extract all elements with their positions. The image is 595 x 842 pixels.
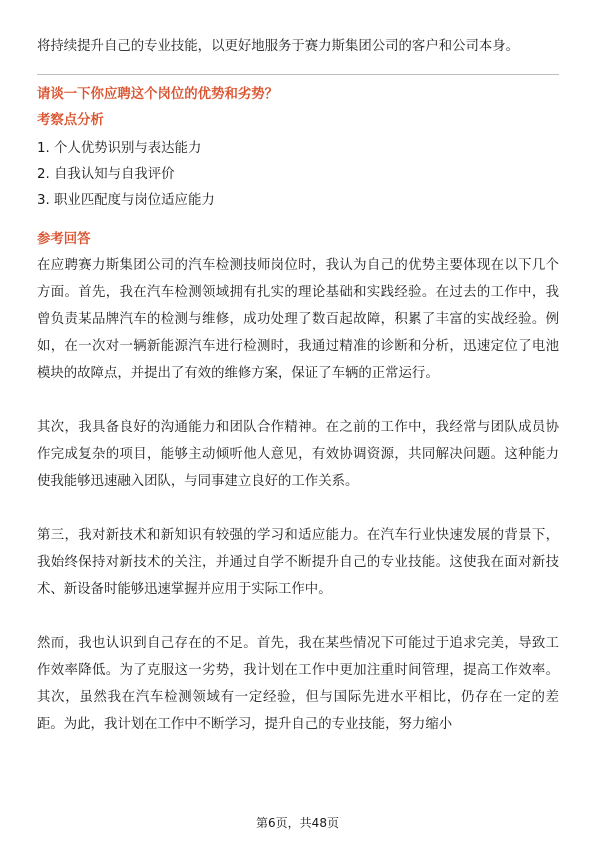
list-item: 3. 职业匹配度与岗位适应能力	[37, 193, 215, 208]
answer-paragraph: 在应聘赛力斯集团公司的汽车检测技师岗位时，我认为自己的优势主要体现在以下几个方面。首先，我在汽车检测领域拥有扎实的理论基础和实践经验。在过去的工作中，我曾负责某品牌汽车的检测与维修，成功处理了数百起故障，积累了丰富的实战经验。例如，在一次对一辆新能源汽车进行检测时，我通过精准的诊断和分析，迅速定位了电池模块的故障点，并提出了有效的维修方案，保证了车辆的正常运行。	[37, 258, 559, 381]
carryover-text: 将持续提升自己的专业技能，以更好地服务于赛力斯集团公司的客户和公司本身。	[37, 39, 520, 54]
answer-paragraph: 其次，我具备良好的沟通能力和团队合作精神。在之前的工作中，我经常与团队成员协作完成复杂的项目，能够主动倾听他人意见，有效协调资源，共同解决问题。这种能力使我能够迅速融入团队，与同事建立良好的工作关系。	[37, 420, 559, 489]
list-item: 1. 个人优势识别与表达能力	[37, 141, 202, 156]
divider	[37, 74, 559, 75]
list-item: 2. 自我认知与自我评价	[37, 167, 175, 182]
analysis-list	[37, 136, 215, 214]
answer-paragraph: 然而，我也认识到自己存在的不足。首先，我在某些情况下可能过于追求完美，导致工作效率降低。为了克服这一劣势，我计划在工作中更加注重时间管理，提高工作效率。其次，虽然我在汽车检测领域有一定经验，但与国际先进水平相比，仍存在一定的差距。为此，我计划在工作中不断学习，提升自己的专业技能，努力缩小	[37, 636, 559, 732]
analysis-heading: 考察点分析	[37, 113, 104, 128]
answer-paragraph: 第三，我对新技术和新知识有较强的学习和适应能力。在汽车行业快速发展的背景下，我始终保持对新技术的关注，并通过自学不断提升自己的专业技能。这使我在面对新技术、新设备时能够迅速掌握并应用于实际工作中。	[37, 528, 559, 597]
page-number: 第6页，共48页	[256, 816, 339, 830]
answer-body	[37, 252, 559, 765]
answer-heading: 参考回答	[37, 232, 91, 247]
question-heading: 请谈一下你应聘这个岗位的优势和劣势？	[37, 87, 279, 102]
